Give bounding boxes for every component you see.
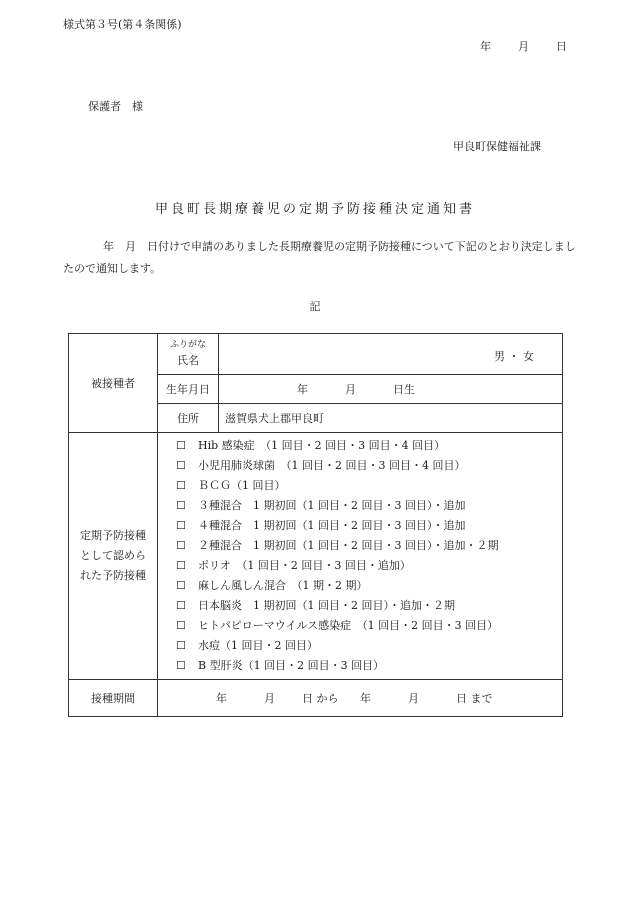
checkbox-icon[interactable]: ☐ — [176, 459, 186, 472]
checkbox-icon[interactable]: ☐ — [176, 519, 186, 532]
date-year: 年 — [480, 40, 491, 53]
vaccine-label-line-1: 定期予防接種 — [80, 529, 146, 542]
vaccine-item-hpv[interactable] — [158, 616, 562, 636]
vaccine-item-pneumococcal[interactable] — [158, 456, 562, 476]
vaccine-label: B 型肝炎（1 回目・2 回目・3 回目） — [198, 659, 385, 672]
name-label: 氏名 — [177, 354, 199, 367]
recipient: 保護者 様 — [88, 100, 143, 113]
vaccine-label-line-2: として認めら — [80, 549, 146, 562]
checkbox-icon[interactable]: ☐ — [176, 479, 186, 492]
checkbox-icon[interactable]: ☐ — [176, 539, 186, 552]
body-paragraph: 年 月 日付けで申請のありました長期療養児の定期予防接種について下記のとおり決定しましたので通知します。 — [63, 240, 576, 275]
period-label: 接種期間 — [91, 692, 135, 705]
address-value-cell[interactable] — [219, 404, 563, 433]
period-end-month: 月 — [408, 692, 419, 705]
checkbox-icon[interactable]: ☐ — [176, 559, 186, 572]
checkbox-icon[interactable]: ☐ — [176, 579, 186, 592]
birth-label-cell — [158, 375, 219, 404]
vaccine-label: ３種混合 1 期初回（1 回目・2 回目・3 回目）・追加 — [198, 499, 466, 512]
vaccine-label: ＢＣＧ（1 回目） — [198, 479, 286, 492]
vaccine-item-bcg[interactable] — [158, 476, 562, 496]
vaccine-item-hepb[interactable] — [158, 656, 562, 676]
vaccine-label: 麻しん風しん混合 （1 期・2 期） — [198, 579, 368, 592]
period-start-year: 年 — [216, 692, 227, 705]
period-value-cell[interactable] — [158, 680, 563, 717]
checkbox-icon[interactable]: ☐ — [176, 639, 186, 652]
period-start-day: 日 から — [302, 692, 339, 705]
checkbox-icon[interactable]: ☐ — [176, 659, 186, 672]
date-line — [480, 38, 567, 54]
date-day: 日 — [556, 40, 567, 53]
vaccine-item-dt[interactable] — [158, 536, 562, 556]
vaccine-item-varicella[interactable] — [158, 636, 562, 656]
recipient-label-cell — [69, 334, 158, 433]
vaccine-label: ２種混合 1 期初回（1 回目・2 回目・3 回目）・追加・２期 — [198, 539, 499, 552]
vaccine-item-dpt-ipv[interactable] — [158, 516, 562, 536]
ki-marker: 記 — [309, 300, 321, 313]
address-value: 滋賀県犬上郡甲良町 — [225, 412, 324, 425]
vaccine-list — [158, 433, 563, 680]
furigana-label: ふりがな — [169, 340, 206, 350]
vaccine-item-dpt[interactable] — [158, 496, 562, 516]
vaccine-label: ヒトパピローマウイルス感染症 （1 回目・2 回目・3 回目） — [198, 619, 499, 632]
document-title: 甲良町長期療養児の定期予防接種決定通知書 — [154, 202, 475, 217]
address-label-cell — [158, 404, 219, 433]
vaccine-item-polio[interactable] — [158, 556, 562, 576]
vaccine-label-cell — [69, 433, 158, 680]
recipient-label: 被接種者 — [91, 377, 135, 390]
vaccine-label: Hib 感染症 （1 回目・2 回目・3 回目・4 回目） — [198, 439, 446, 452]
birth-value-cell[interactable] — [219, 375, 563, 404]
vaccine-item-mr[interactable] — [158, 576, 562, 596]
vaccine-label: 小児用肺炎球菌 （1 回目・2 回目・3 回目・4 回目） — [198, 459, 466, 472]
birth-label: 生年月日 — [166, 383, 210, 396]
vaccine-label: ポリオ （1 回目・2 回目・3 回目・追加） — [198, 559, 411, 572]
period-label-cell — [69, 680, 158, 717]
date-month: 月 — [518, 40, 529, 53]
checkbox-icon[interactable]: ☐ — [176, 619, 186, 632]
body-text — [63, 236, 583, 280]
gender-options: 男 ・ 女 — [494, 350, 534, 363]
name-value-cell[interactable] — [219, 334, 563, 375]
sender: 甲良町保健福祉課 — [453, 140, 541, 153]
vaccine-label: 水痘（1 回目・2 回目） — [198, 639, 318, 652]
notice-table — [68, 333, 563, 717]
birth-day: 日生 — [393, 383, 415, 396]
period-end-day: 日 まで — [456, 692, 493, 705]
address-label: 住所 — [177, 412, 199, 425]
birth-month: 月 — [345, 383, 356, 396]
period-start-month: 月 — [264, 692, 275, 705]
form-number: 様式第３号(第４条関係) — [63, 18, 182, 31]
vaccine-item-je[interactable] — [158, 596, 562, 616]
name-label-cell — [158, 334, 219, 375]
period-end-year: 年 — [360, 692, 371, 705]
vaccine-label: ４種混合 1 期初回（1 回目・2 回目・3 回目）・追加 — [198, 519, 466, 532]
checkbox-icon[interactable]: ☐ — [176, 499, 186, 512]
vaccine-label: 日本脳炎 1 期初回（1 回目・2 回目）・追加・２期 — [198, 599, 455, 612]
checkbox-icon[interactable]: ☐ — [176, 439, 186, 452]
vaccine-item-hib[interactable] — [158, 436, 562, 456]
checkbox-icon[interactable]: ☐ — [176, 599, 186, 612]
vaccine-label-line-3: れた予防接種 — [80, 569, 146, 582]
birth-year: 年 — [297, 383, 308, 396]
